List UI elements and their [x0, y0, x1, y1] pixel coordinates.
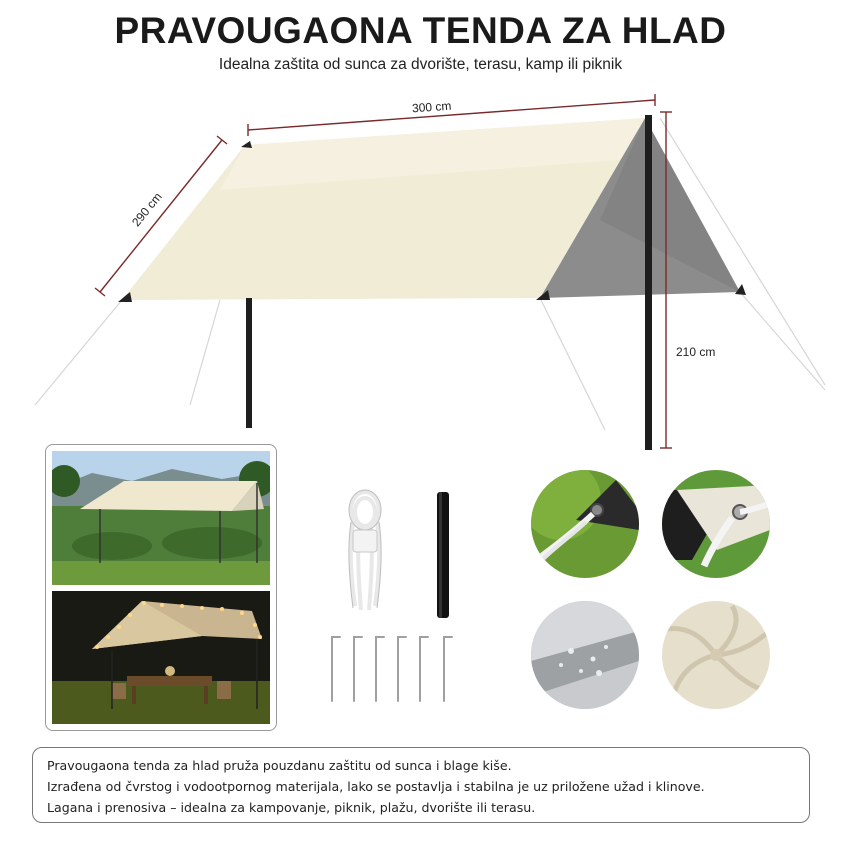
rope-coil-icon — [335, 488, 395, 618]
description-line: Izrađena od čvrstog i vodootpornog materijala, lako se postavlja i stabilna je uz priložene užad i klinove. — [47, 779, 705, 794]
page-subtitle: Idealna zaštita od sunca za dvorište, terasu, kamp ili piknik — [218, 56, 623, 73]
corner-tab — [118, 292, 132, 302]
fabric-texture-detail — [662, 601, 770, 709]
guy-rope — [35, 300, 122, 405]
guy-rope — [540, 298, 605, 430]
pole-segment-icon — [433, 490, 453, 620]
night-scene-photo — [52, 591, 270, 724]
guy-rope — [190, 300, 220, 405]
page-title: PRAVOUGAONA TENDA ZA HLAD — [114, 10, 727, 51]
rope-loop-detail — [662, 470, 770, 578]
corner-tab — [241, 141, 252, 148]
width-label: 300 cm — [411, 98, 452, 116]
scene-photo-frame — [45, 444, 277, 731]
description-line: Pravougaona tenda za hlad pruža pouzdanu zaštitu od sunca i blage kiše. — [47, 758, 512, 773]
depth-label: 290 cm — [129, 189, 165, 230]
guy-rope — [740, 292, 825, 390]
day-scene-photo — [52, 451, 270, 585]
description-box — [32, 747, 810, 823]
description-line: Lagana i prenosiva – idealna za kampovanje, piknik, plažu, dvorište ili terasu. — [47, 800, 536, 815]
corner-grommet-detail — [531, 470, 639, 578]
tent-pole-front — [246, 298, 252, 428]
ground-stakes-icon — [326, 633, 466, 703]
waterproof-surface-detail — [531, 601, 639, 709]
height-label: 210 cm — [676, 345, 716, 359]
tent-pole-back — [645, 115, 652, 450]
